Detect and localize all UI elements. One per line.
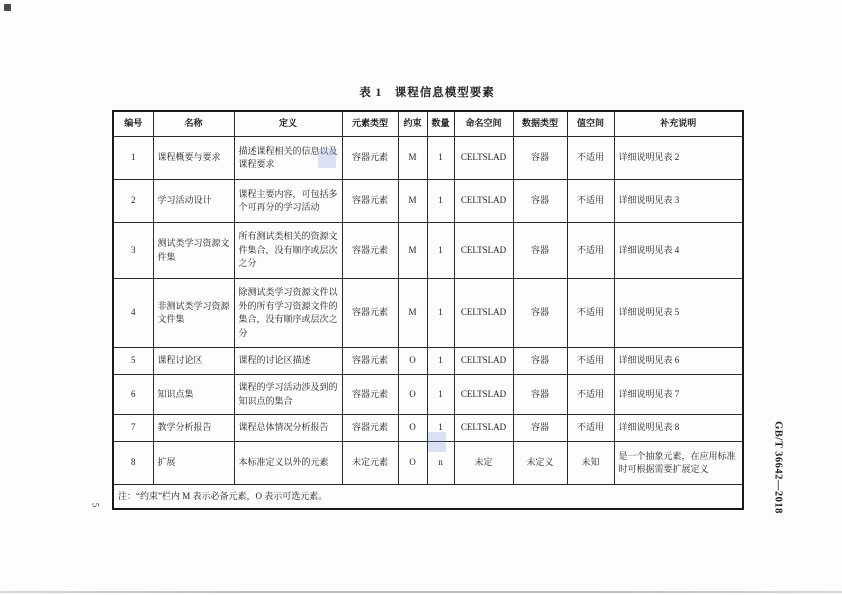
table-cell: CELTSLAD <box>454 375 513 415</box>
standard-number-side-label: GB/T 36642—2018 <box>772 421 784 514</box>
table-row <box>113 180 743 223</box>
table-cell: CELTSLAD <box>454 415 513 442</box>
page-bottom-edge <box>0 591 842 593</box>
table-cell: 1 <box>427 348 454 375</box>
table-cell: 课程主要内容，可包括多个可再分的学习活动 <box>234 180 342 223</box>
table-cell: 是一个抽象元素，在应用标准时可根据需要扩展定义 <box>614 442 743 485</box>
table-cell: 课程的学习活动涉及到的知识点的集合 <box>234 375 342 415</box>
table-cell: 详细说明见表 5 <box>614 279 743 348</box>
table-cell: 教学分析报告 <box>153 415 234 442</box>
table-cell: 2 <box>113 180 153 223</box>
table-cell: 1 <box>427 375 454 415</box>
table-cell: 容器元素 <box>342 375 398 415</box>
table-cell: 不适用 <box>567 279 614 348</box>
table-cell: 知识点集 <box>153 375 234 415</box>
table-cell: 不适用 <box>567 375 614 415</box>
table-cell: 扩展 <box>153 442 234 485</box>
table-cell: CELTSLAD <box>454 223 513 279</box>
table-cell: M <box>398 223 427 279</box>
table-cell: 课程讨论区 <box>153 348 234 375</box>
table-cell: CELTSLAD <box>454 279 513 348</box>
table-cell: 容器 <box>513 348 567 375</box>
column-header: 约束 <box>398 111 427 137</box>
table-cell: 1 <box>427 180 454 223</box>
table-cell: n <box>427 442 454 485</box>
table-cell: 详细说明见表 8 <box>614 415 743 442</box>
table-cell: 容器元素 <box>342 348 398 375</box>
table-row <box>113 223 743 279</box>
table-cell: 除测试类学习资源文件以外的所有学习资源文件的集合，没有顺序或层次之分 <box>234 279 342 348</box>
column-header: 命名空间 <box>454 111 513 137</box>
table-cell: 课程总体情况分析报告 <box>234 415 342 442</box>
table-cell: 容器元素 <box>342 137 398 180</box>
table-cell: 7 <box>113 415 153 442</box>
table-note: 注：“约束”栏内 M 表示必备元素，O 表示可选元素。 <box>113 485 743 510</box>
table-cell: 课程概要与要求 <box>153 137 234 180</box>
table-cell: 容器 <box>513 375 567 415</box>
table-cell: O <box>398 375 427 415</box>
table-cell: CELTSLAD <box>454 180 513 223</box>
table-cell: 所有测试类相关的资源文件集合，没有顺序或层次之分 <box>234 223 342 279</box>
column-header: 定义 <box>234 111 342 137</box>
page-number: 5 <box>90 502 101 508</box>
table-cell: 8 <box>113 442 153 485</box>
table-cell: 容器元素 <box>342 279 398 348</box>
column-header: 数据类型 <box>513 111 567 137</box>
table-cell: 容器 <box>513 137 567 180</box>
table-cell: CELTSLAD <box>454 137 513 180</box>
table-title: 表 1 课程信息模型要素 <box>359 87 495 99</box>
table-cell: 容器 <box>513 223 567 279</box>
table-cell: M <box>398 279 427 348</box>
table-cell: O <box>398 442 427 485</box>
table-cell: 描述课程相关的信息以及课程要求 <box>234 137 342 180</box>
table-cell: 不适用 <box>567 348 614 375</box>
table-row <box>113 137 743 180</box>
table-header-row <box>113 111 743 137</box>
table-cell: 非测试类学习资源文件集 <box>153 279 234 348</box>
watermark <box>318 148 336 168</box>
table-cell: 不适用 <box>567 223 614 279</box>
table-cell: 测试类学习资源文件集 <box>153 223 234 279</box>
column-header: 名称 <box>153 111 234 137</box>
table-row <box>113 348 743 375</box>
table-cell: 容器 <box>513 180 567 223</box>
table-cell: 详细说明见表 7 <box>614 375 743 415</box>
scan-corner-artifact <box>4 4 11 11</box>
column-header: 数量 <box>427 111 454 137</box>
column-header: 值空间 <box>567 111 614 137</box>
table-cell: 详细说明见表 4 <box>614 223 743 279</box>
table-row <box>113 279 743 348</box>
column-header: 元素类型 <box>342 111 398 137</box>
table-cell: M <box>398 137 427 180</box>
table-cell: 未定元素 <box>342 442 398 485</box>
table-cell: 容器 <box>513 279 567 348</box>
watermark <box>428 432 446 452</box>
table-cell: 1 <box>427 415 454 442</box>
table-cell: 学习活动设计 <box>153 180 234 223</box>
table-cell: 不适用 <box>567 137 614 180</box>
table-cell: CELTSLAD <box>454 348 513 375</box>
table-cell: 未定义 <box>513 442 567 485</box>
table-cell: 3 <box>113 223 153 279</box>
table-cell: 详细说明见表 6 <box>614 348 743 375</box>
table-cell: 容器元素 <box>342 180 398 223</box>
table-cell: 1 <box>427 223 454 279</box>
table-cell: 4 <box>113 279 153 348</box>
column-header: 编号 <box>113 111 153 137</box>
table-cell: M <box>398 180 427 223</box>
table-cell: 课程的讨论区描述 <box>234 348 342 375</box>
table-cell: 容器元素 <box>342 415 398 442</box>
table-cell: 未知 <box>567 442 614 485</box>
table-cell: 5 <box>113 348 153 375</box>
table-cell: 容器元素 <box>342 223 398 279</box>
table-cell: 详细说明见表 3 <box>614 180 743 223</box>
table-row <box>113 375 743 415</box>
table-cell: O <box>398 348 427 375</box>
table-cell: 6 <box>113 375 153 415</box>
table-cell: 本标准定义以外的元素 <box>234 442 342 485</box>
table-cell: 未定 <box>454 442 513 485</box>
table-cell: 容器 <box>513 415 567 442</box>
table-cell: 不适用 <box>567 180 614 223</box>
table-cell: 1 <box>113 137 153 180</box>
column-header: 补充说明 <box>614 111 743 137</box>
table-cell: 不适用 <box>567 415 614 442</box>
table-cell: O <box>398 415 427 442</box>
table-cell: 1 <box>427 137 454 180</box>
table-cell: 1 <box>427 279 454 348</box>
table-cell: 详细说明见表 2 <box>614 137 743 180</box>
table-note-row <box>113 485 743 510</box>
